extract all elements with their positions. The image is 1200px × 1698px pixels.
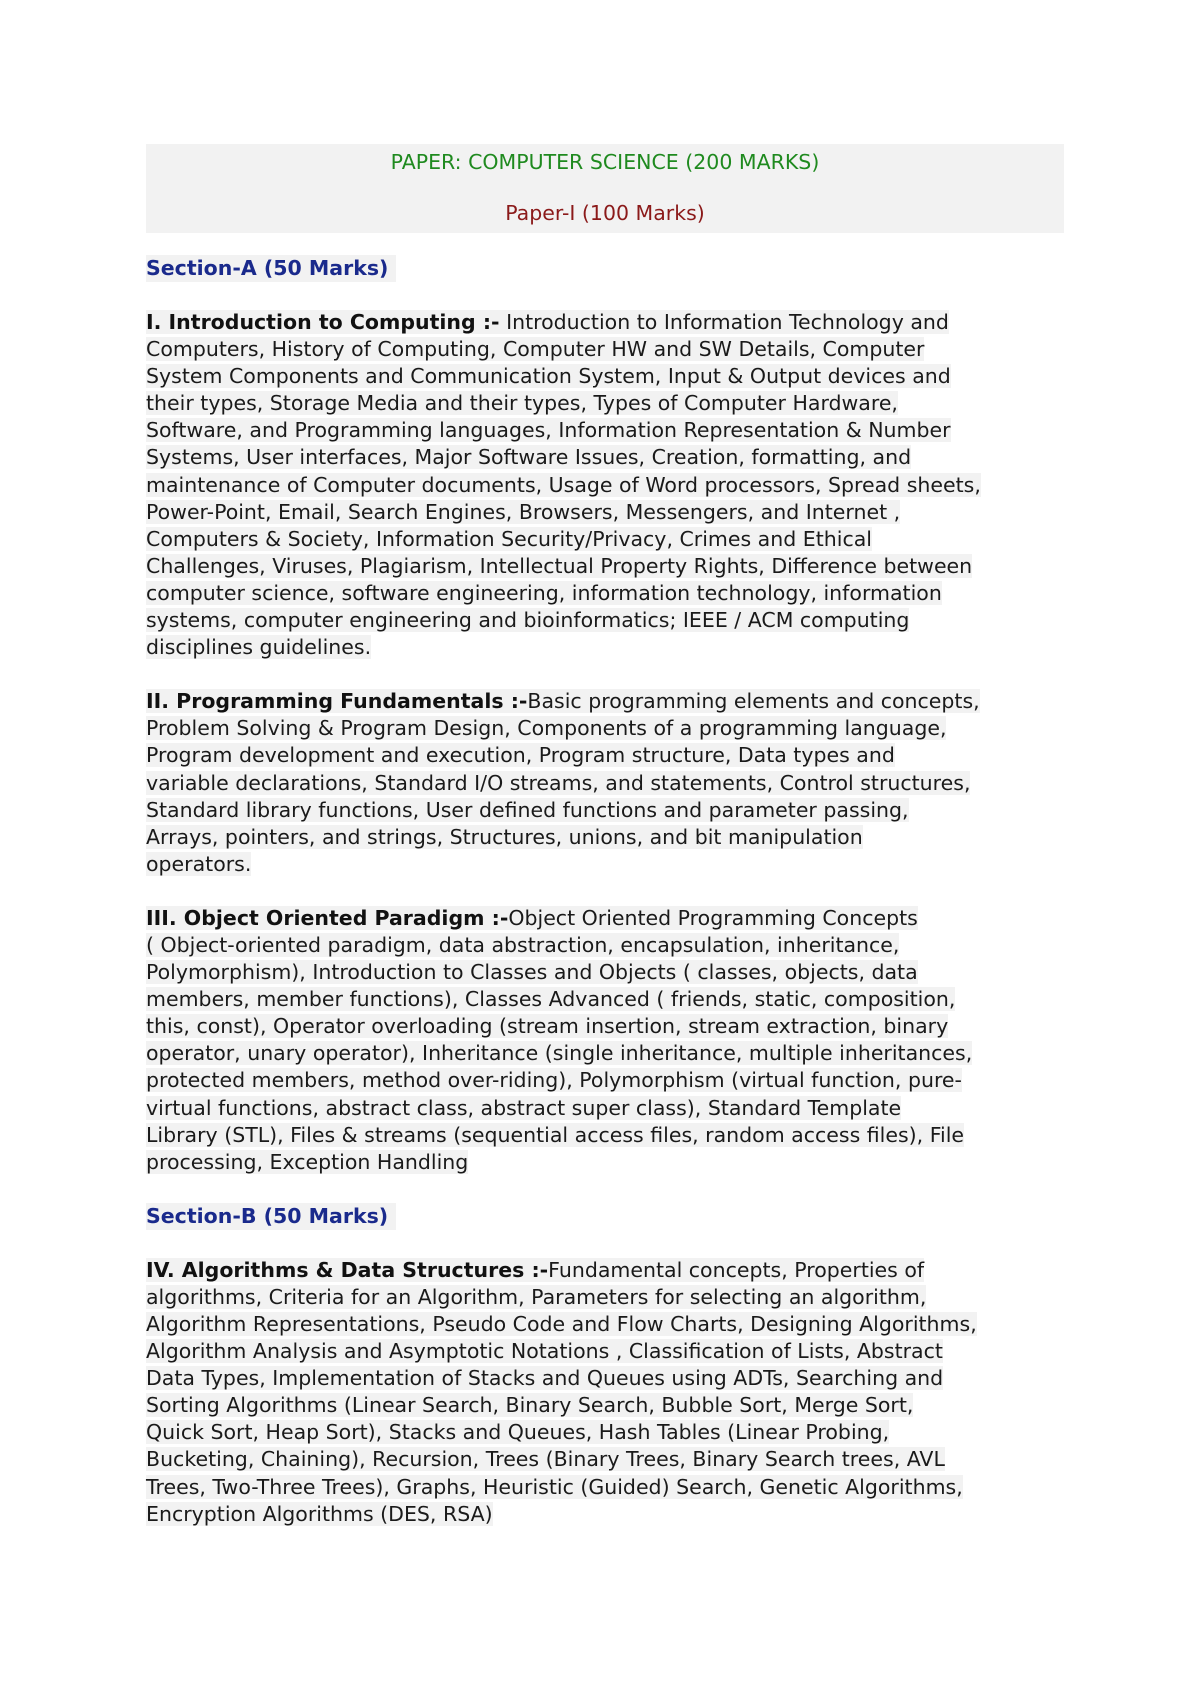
topic-text-line: Systems, User interfaces, Major Software Issues, Creation, formatting, and (146, 445, 912, 470)
topic-text-line: Computers & Society, Information Security/Privacy, Crimes and Ethical (146, 526, 872, 551)
topic-object-oriented-paradigm (146, 905, 1064, 1176)
topic-introduction-to-computing (146, 309, 1064, 661)
topic-text-line: Bucketing, Chaining), Recursion, Trees (Binary Trees, Binary Search trees, AVL (146, 1447, 945, 1472)
topic-text-line: Polymorphism), Introduction to Classes and Objects ( classes, objects, data (146, 960, 918, 985)
section-b (146, 1203, 1064, 1230)
topic-text-line: Challenges, Viruses, Plagiarism, Intellectual Property Rights, Difference between (146, 553, 973, 578)
topic-heading: IV. Algorithms & Data Structures :- (146, 1257, 549, 1282)
topic-text-line: maintenance of Computer documents, Usage of Word processors, Spread sheets, (146, 472, 981, 497)
topic-programming-fundamentals (146, 688, 1064, 878)
topic-text-line: Fundamental concepts, Properties of (548, 1257, 925, 1282)
topic-text-line: Encryption Algorithms (DES, RSA) (146, 1501, 493, 1526)
topic-text-line: members, member functions), Classes Advanced ( friends, static, composition, (146, 987, 956, 1012)
topic-text-line: disciplines guidelines. (146, 635, 372, 660)
page-title: PAPER: COMPUTER SCIENCE (200 MARKS) (390, 150, 820, 174)
syllabus-page (146, 144, 1064, 1528)
section-a (146, 255, 1064, 282)
topic-text-line: systems, computer engineering and bioinformatics; IEEE / ACM computing (146, 608, 910, 633)
topic-algorithms-data-structures (146, 1257, 1064, 1528)
topic-text-line: System Components and Communication System, Input & Output devices and (146, 364, 951, 389)
topic-heading: II. Programming Fundamentals :- (146, 689, 528, 714)
topic-text-line: Library (STL), Files & streams (sequential access files, random access files), File (146, 1122, 965, 1147)
topic-text-line: Data Types, Implementation of Stacks and Queues using ADTs, Searching and (146, 1366, 944, 1391)
section-b-heading: Section-B (50 Marks) (146, 1203, 396, 1230)
topic-text-line: Power-Point, Email, Search Engines, Browsers, Messengers, and Internet , (146, 499, 901, 524)
topic-text-line: Standard library functions, User defined functions and parameter passing, (146, 797, 909, 822)
topic-text-line: algorithms, Criteria for an Algorithm, Parameters for selecting an algorithm, (146, 1284, 927, 1309)
topic-text-line: Trees, Two-Three Trees), Graphs, Heuristic (Guided) Search, Genetic Algorithms, (146, 1474, 963, 1499)
topic-text-line: computer science, software engineering, information technology, information (146, 580, 942, 605)
topic-text-line: Object Oriented Programming Concepts (508, 905, 918, 930)
topic-text-line: Introduction to Information Technology and (499, 310, 949, 334)
topic-text-line: Software, and Programming languages, Information Representation & Number (146, 418, 951, 443)
topic-text-line: Arrays, pointers, and strings, Structures, unions, and bit manipulation (146, 824, 863, 849)
topic-text-line: this, const), Operator overloading (stream insertion, stream extraction, binary (146, 1014, 949, 1039)
topic-text-line: Quick Sort, Heap Sort), Stacks and Queues, Hash Tables (Linear Probing, (146, 1420, 890, 1445)
topic-text-line: processing, Exception Handling (146, 1149, 469, 1174)
topic-heading: III. Object Oriented Paradigm :- (146, 905, 509, 930)
topic-text-line: Basic programming elements and concepts, (527, 689, 980, 714)
topic-text-line: virtual functions, abstract class, abstract super class), Standard Template (146, 1095, 902, 1120)
topic-text-line: operators. (146, 851, 252, 876)
topic-text-line: operator, unary operator), Inheritance (single inheritance, multiple inheritances, (146, 1041, 973, 1066)
topic-text-line: Problem Solving & Program Design, Components of a programming language, (146, 716, 947, 741)
topic-text-line: protected members, method over-riding), Polymorphism (virtual function, pure- (146, 1068, 962, 1093)
topic-text-line: variable declarations, Standard I/O streams, and statements, Control structures, (146, 770, 971, 795)
section-a-heading: Section-A (50 Marks) (146, 255, 396, 282)
header-box (146, 144, 1064, 233)
topic-text-line: ( Object-oriented paradigm, data abstraction, encapsulation, inheritance, (146, 932, 900, 957)
topic-text-line: their types, Storage Media and their types, Types of Computer Hardware, (146, 391, 898, 416)
topic-text-line: Sorting Algorithms (Linear Search, Binary Search, Bubble Sort, Merge Sort, (146, 1393, 914, 1418)
topic-heading: I. Introduction to Computing :- (146, 310, 500, 334)
topic-text-line: Program development and execution, Program structure, Data types and (146, 743, 895, 768)
topic-text-line: Algorithm Representations, Pseudo Code and Flow Charts, Designing Algorithms, (146, 1312, 977, 1336)
topic-text-line: Algorithm Analysis and Asymptotic Notations , Classification of Lists, Abstract (146, 1339, 943, 1364)
paper-subtitle: Paper-I (100 Marks) (505, 201, 705, 225)
topic-text-line: Computers, History of Computing, Computer HW and SW Details, Computer (146, 337, 925, 362)
